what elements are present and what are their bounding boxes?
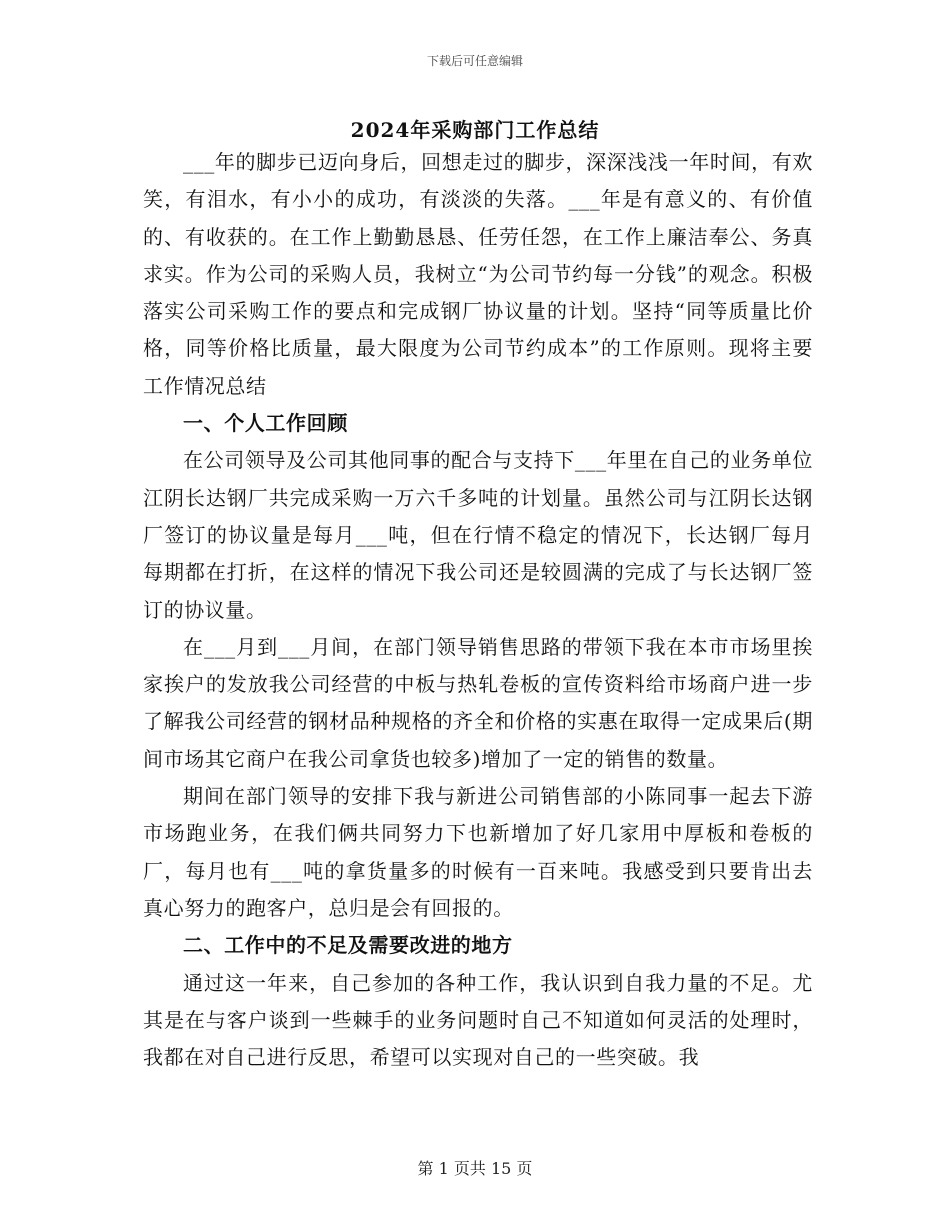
intro-paragraph: ___年的脚步已迈向身后，回想走过的脚步，深深浅浅一年时间，有欢笑，有泪水，有小小的成功，有淡淡的失落。___年是有意义的、有价值的、有收获的。在工作上勤勤恳恳、任劳任怨，在工作上廉洁奉公、务真求实。作为公司的采购人员，我树立“为公司节约每一分钱”的观念。积极落实公司采购工作的要点和完成钢厂协议量的计划。坚持“同等质量比价格，同等价格比质量，最大限度为公司节约成本”的工作原则。现将主要工作情况总结 (143, 150, 813, 398)
document-title: 2024年采购部门工作总结 (350, 118, 600, 142)
paragraph: 在___月到___月间，在部门领导销售思路的带领下我在本市市场里挨家挨户的发放我公司经营的中板与热轧卷板的宣传资料给市场商户进一步了解我公司经营的钢材品种规格的齐全和价格的实惠在取得一定成果后(期间市场其它商户在我公司拿货也较多)增加了一定的销售的数量。 (143, 634, 813, 771)
paragraph: 在公司领导及公司其他同事的配合与支持下___年里在自己的业务单位江阴长达钢厂共完成采购一万六千多吨的计划量。虽然公司与江阴长达钢厂签订的协议量是每月___吨，但在行情不稳定的情况下，长达钢厂每月每期都在打折，在这样的情况下我公司还是较圆满的完成了与长达钢厂签订的协议量。 (143, 448, 813, 622)
paragraph: 期间在部门领导的安排下我与新进公司销售部的小陈同事一起去下游市场跑业务，在我们俩共同努力下也新增加了好几家用中厚板和卷板的厂，每月也有___吨的拿货量多的时候有一百来吨。我感受到只要肯出去真心努力的跑客户，总归是会有回报的。 (143, 784, 813, 920)
document-body (143, 144, 813, 1076)
paragraph: 通过这一年来，自己参加的各种工作，我认识到自我力量的不足。尤其是在与客户谈到一些棘手的业务问题时自己不知道如何灵活的处理时，我都在对自己进行反思，希望可以实现对自己的一些突破。我 (143, 970, 813, 1070)
section-heading-personal-review: 一、个人工作回顾 (183, 411, 348, 436)
page-header-note: 下载后可任意编辑 (426, 54, 523, 68)
section-heading-shortcomings: 二、工作中的不足及需要改进的地方 (183, 933, 513, 958)
page-number-footer: 第 1 页共 15 页 (417, 1159, 533, 1178)
